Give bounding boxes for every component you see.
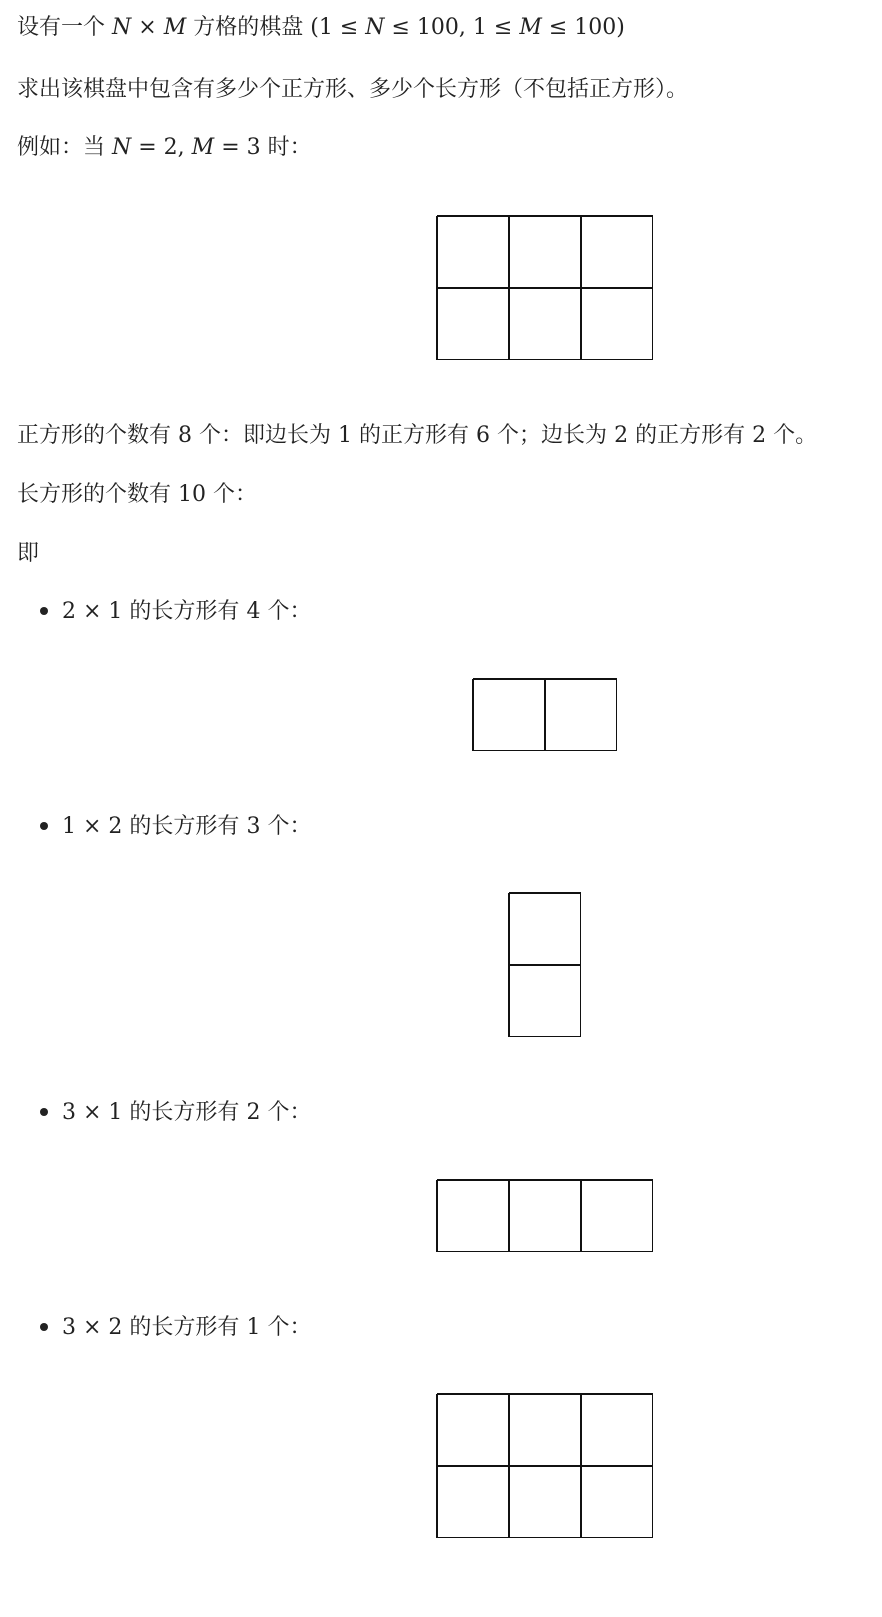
- times-symbol: ×: [138, 15, 157, 40]
- bullet-dot: [40, 1323, 48, 1331]
- var-n: N: [365, 15, 385, 40]
- var-m: M: [163, 15, 187, 40]
- bullet-dot: [40, 607, 48, 615]
- constraint-part: ≤ 100): [541, 15, 625, 40]
- question-line: 求出该棋盘中包含有多少个正方形、多少个长方形（不包括正方形）。: [17, 77, 689, 102]
- squares-text: 个：即边长为: [199, 423, 332, 448]
- ji-line: 即: [17, 541, 40, 566]
- equation-part: = 2,: [131, 135, 192, 160]
- constraint-part: (1 ≤: [310, 15, 366, 40]
- formula-constraint: [310, 15, 625, 40]
- var-m: M: [519, 15, 542, 40]
- statement-text: 方格的棋盘: [193, 15, 304, 40]
- bullet-text: 个：: [267, 599, 312, 624]
- number: 1: [246, 1315, 261, 1340]
- example-text: 时：: [267, 135, 312, 160]
- dims: 3 × 2: [62, 1315, 123, 1340]
- rect-figure-2x1: [472, 678, 617, 751]
- bullet-item: [40, 811, 311, 843]
- constraint-part: ≤ 100, 1 ≤: [384, 15, 520, 40]
- number: 6: [476, 423, 491, 448]
- number: 2: [246, 1100, 261, 1125]
- formula-example: [112, 135, 261, 160]
- formula-board-size: [112, 15, 186, 40]
- example-text: 例如：当: [17, 135, 106, 160]
- rect-figure-1x2: [508, 892, 581, 1037]
- number: 1: [338, 423, 353, 448]
- number: 10: [178, 482, 207, 507]
- bullet-text: 个：: [267, 814, 312, 839]
- bullet-text: 个：: [267, 1100, 312, 1125]
- rectangles-count-line: [17, 479, 257, 511]
- problem-statement-line: [17, 12, 625, 44]
- rectangles-text: 个：: [213, 482, 258, 507]
- squares-text: 的正方形有: [359, 423, 470, 448]
- rect-figure-3x1: [436, 1179, 653, 1252]
- number: 2: [752, 423, 767, 448]
- number: 4: [246, 599, 261, 624]
- dims: 2 × 1: [62, 599, 123, 624]
- bullet-item: [40, 1097, 311, 1129]
- number: 2: [614, 423, 629, 448]
- bullet-text: 的长方形有: [129, 814, 240, 839]
- number: 8: [178, 423, 193, 448]
- bullet-item: [40, 596, 311, 628]
- bullet-text: 的长方形有: [129, 1315, 240, 1340]
- squares-text: 个。: [773, 423, 818, 448]
- example-line: [17, 132, 312, 164]
- bullet-text: 个：: [267, 1315, 312, 1340]
- number: 3: [246, 814, 261, 839]
- var-n: N: [112, 15, 132, 40]
- dims: 3 × 1: [62, 1100, 123, 1125]
- squares-text: 正方形的个数有: [17, 423, 172, 448]
- statement-text: 设有一个: [17, 15, 106, 40]
- squares-count-line: [17, 420, 817, 452]
- bullet-text: 的长方形有: [129, 1100, 240, 1125]
- bullet-text: 的长方形有: [129, 599, 240, 624]
- bullet-item: [40, 1312, 311, 1344]
- rectangles-text: 长方形的个数有: [17, 482, 172, 507]
- var-m: M: [191, 135, 215, 160]
- squares-text: 的正方形有: [635, 423, 746, 448]
- dims: 1 × 2: [62, 814, 123, 839]
- bullet-dot: [40, 1108, 48, 1116]
- squares-text: 个；边长为: [497, 423, 608, 448]
- equation-part: = 3: [214, 135, 261, 160]
- board-figure-3x2: [436, 215, 653, 360]
- bullet-dot: [40, 822, 48, 830]
- var-n: N: [112, 135, 132, 160]
- rect-figure-3x2: [436, 1393, 653, 1538]
